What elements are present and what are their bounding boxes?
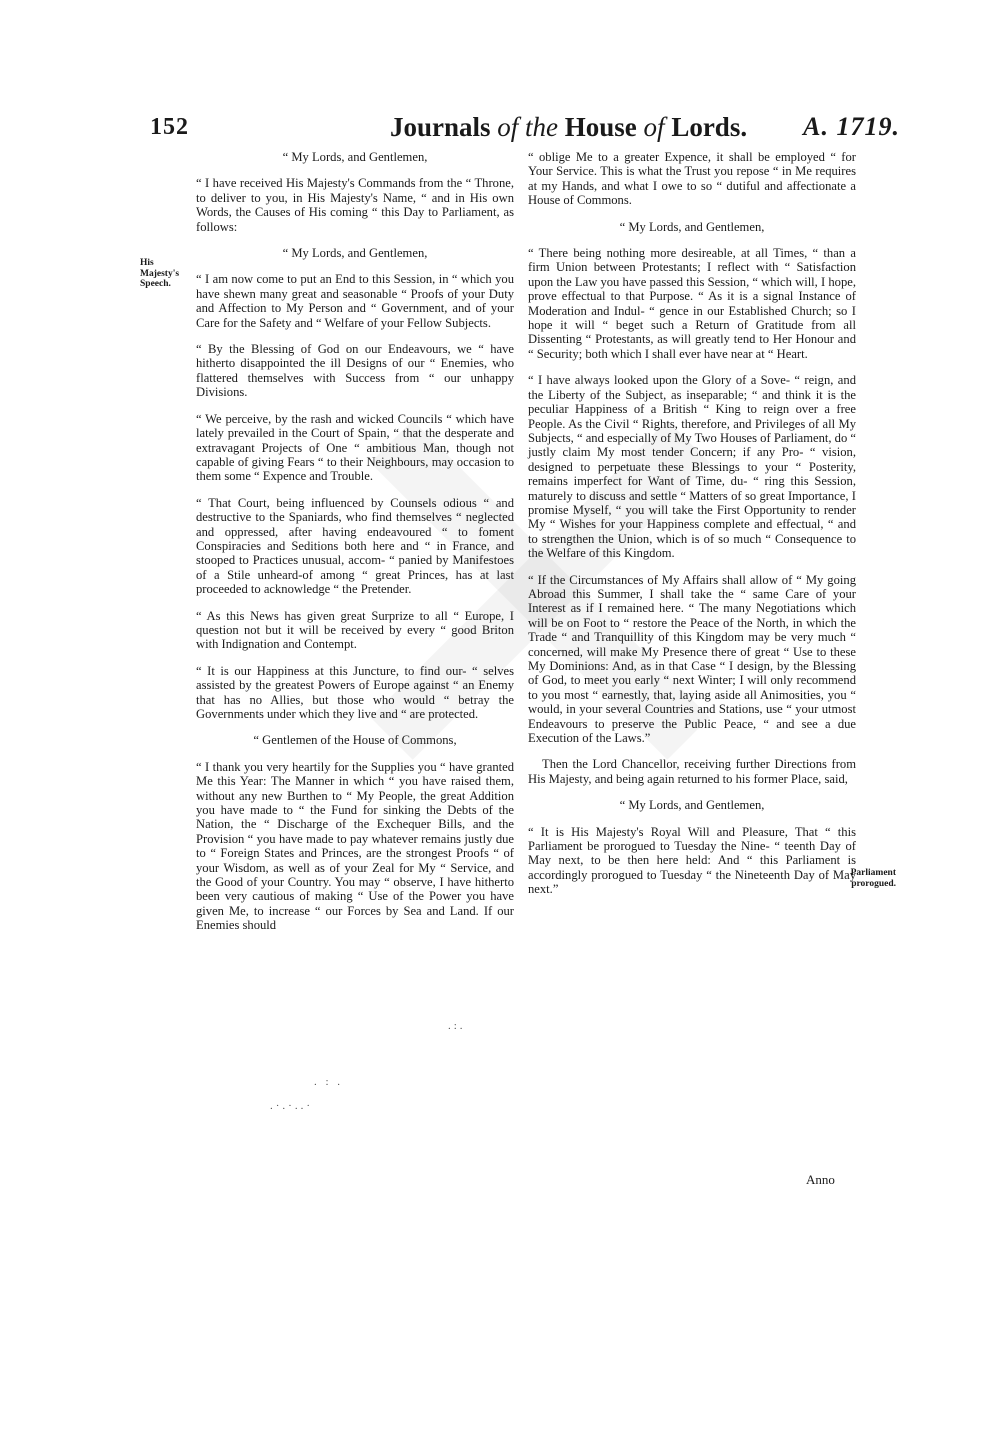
ink-speck: . : . bbox=[314, 1076, 344, 1088]
paragraph: “ I have received His Majesty's Commands from the “ Throne, to deliver to you, in His Majesty's Name, “ and in His own Words, the Causes of His coming “ this Day to Parliament, as follows: bbox=[196, 176, 514, 234]
left-column bbox=[196, 150, 514, 933]
title-part: of bbox=[636, 112, 672, 142]
title-part: Journals bbox=[390, 112, 491, 142]
year-heading: A. 1719. bbox=[803, 112, 900, 141]
paragraph: “ We perceive, by the rash and wicked Councils “ which have lately prevailed in the Court of Spain, “ that the desperate and extravagant Projects of One “ ambitious Man, though not capable of giving Fears “ to their Neighbours, may occasion to them some “ Expence and Trouble. bbox=[196, 411, 514, 484]
paragraph: “ As this News has given great Surprize to all “ Europe, I question not but it will be received by every “ good Briton with Indignation and Contempt. bbox=[196, 608, 514, 652]
paragraph: “ It is our Happiness at this Juncture, to find our- “ selves assisted by the greatest Powers of Europe against “ an Enemy that has no Allies, but those who would “ betray the Governments under which they live and “ are protected. bbox=[196, 663, 514, 721]
title-part: . bbox=[740, 112, 748, 142]
title-part: of the bbox=[490, 112, 565, 142]
salutation: “ My Lords, and Gentlemen, bbox=[282, 150, 428, 164]
margin-note-speech: His Majesty's Speech. bbox=[140, 258, 180, 289]
title-part: House bbox=[564, 112, 637, 142]
paragraph: “ There being nothing more desireable, at all Times, “ than a firm Union between Protestants; I reflect with “ Satisfaction upon the Law you have passed this Session, “ which will, I hope, prove effectual to that Purpose. “ As it is a signal Instance of Moderation and Indul- “ gence in our Established Church; so I hope it will “ beget such a Return of Gratitude from all Dissenting “ Protestants, as will greatly tend to Her Honour and “ Security; both which I shall ever have near at “ Heart. bbox=[528, 246, 856, 361]
salutation: “ My Lords, and Gentlemen, bbox=[619, 798, 765, 813]
paragraph: “ If the Circumstances of My Affairs shall allow of “ My going Abroad this Summer, I shall take the “ same Care of your Interest as if I remained here. “ The many Negotiations which will be on Foot to “ restore the Peace of the North, in which the Trade “ and Tranquillity of this Kingdom may be very much “ concerned, will make My Presence there of great “ Use to these My Dominions: And, as in that Case “ I design, by the Blessing of God, to meet you early “ next Winter; I will only recommend to you most “ earnestly, that, laying aside all Animosities, you “ would, in your several Countries and Stations, use “ your utmost Endeavours to preserve the Public Peace, “ and see a due Execution of the Laws.” bbox=[528, 572, 856, 746]
ink-speck: .:. bbox=[448, 1020, 466, 1032]
catchword: Anno bbox=[806, 1172, 835, 1187]
right-column bbox=[528, 150, 856, 897]
narrative-paragraph: Then the Lord Chancellor, receiving further Directions from His Majesty, and being again returned to his former Place, said, bbox=[528, 757, 856, 786]
ink-speck: .·.·..· bbox=[270, 1100, 313, 1112]
paragraph: “ I thank you very heartily for the Supplies you “ have granted Me this Year: The Manner in which “ you have raised them, without any new Burthen to “ My People, the great Addition you have made to “ the Fund for sinking the Debts of the Nation, the “ Discharge of the Exchequer Bills, and the Provision “ you have made to pay whatever remains justly due to “ Foreign States and Princes, are the strongest Proofs “ of your Wisdom, as well as of your Zeal for My “ Service, and the Good of your Country. You may “ observe, I have hitherto been very cautious of making “ Use of the Power you have given Me, to increase “ our Forces by Sea and Land. If our Enemies should bbox=[196, 759, 514, 933]
paragraph: “ I have always looked upon the Glory of a Sove- “ reign, and the Liberty of the Subject, as inseparable; “ and think it is the peculiar Happiness of a British “ King to reign over a free People. As the Civil “ Rights, therefore, and Privileges of all My Subjects, “ and especially of My Two Houses of Parliament, do “ justly claim My most tender Concern; if any Pro- “ vision, designed to perpetuate these Blessings to your “ Posterity, remains imperfect for Want of Time, du- “ ring this Session, maturely to discuss and settle “ Matters of so great Importance, I promise Myself, “ you will take the First Opportunity to render My “ Wishes for your Happiness complete and effectual, “ and to strengthen the Union, which is of so much “ Consequence to the Welfare of this Kingdom. bbox=[528, 373, 857, 561]
paragraph: “ oblige Me to a greater Expence, it shall be employed “ for Your Service. This is what the Trust you repose “ in Me requires at my Hands, and what I owe to so “ dutiful and affectionate a House of Commons. bbox=[528, 150, 856, 208]
paragraph: “ By the Blessing of God on our Endeavours, we “ have hitherto disappointed the ill Designs of our “ Enemies, who flattered themselves with Success from “ our unhappy Divisions. bbox=[196, 342, 514, 400]
salutation: “ My Lords, and Gentlemen, bbox=[619, 219, 765, 234]
running-title bbox=[390, 112, 747, 143]
paragraph: “ I am now come to put an End to this Session, in “ which you have shewn many great and seasonable “ Proofs of your Duty and Affection to My Person and “ Government, and of your Care for the Safety and “ Welfare of your Fellow Subjects. bbox=[196, 272, 514, 330]
salutation: “ My Lords, and Gentlemen, bbox=[282, 246, 428, 261]
paragraph: “ It is His Majesty's Royal Will and Pleasure, That “ this Parliament be prorogued to Tuesday the Nine- “ teenth Day of May next, to be then here held: And “ this Parliament is accordingly prorogued to Tuesday “ the Nineteenth Day of May next.” bbox=[528, 824, 856, 897]
margin-note-prorogued: Parliament prorogued. bbox=[850, 868, 896, 889]
page-number: 152 bbox=[150, 114, 189, 140]
paragraph: “ That Court, being influenced by Counsels odious “ and destructive to the Spaniards, who find themselves “ neglected and oppressed, after having endeavoured “ to foment Conspiracies and Seditions both here and “ in France, and stooped to Practices unusual, accom- “ panied by Manifestoes of a Stile unheard-of among “ great Princes, has at last proceeded to acknowledge “ the Pretender. bbox=[196, 495, 514, 597]
page-header bbox=[150, 112, 900, 152]
salutation: “ Gentlemen of the House of Commons, bbox=[253, 733, 457, 748]
title-part: Lords bbox=[671, 112, 741, 142]
